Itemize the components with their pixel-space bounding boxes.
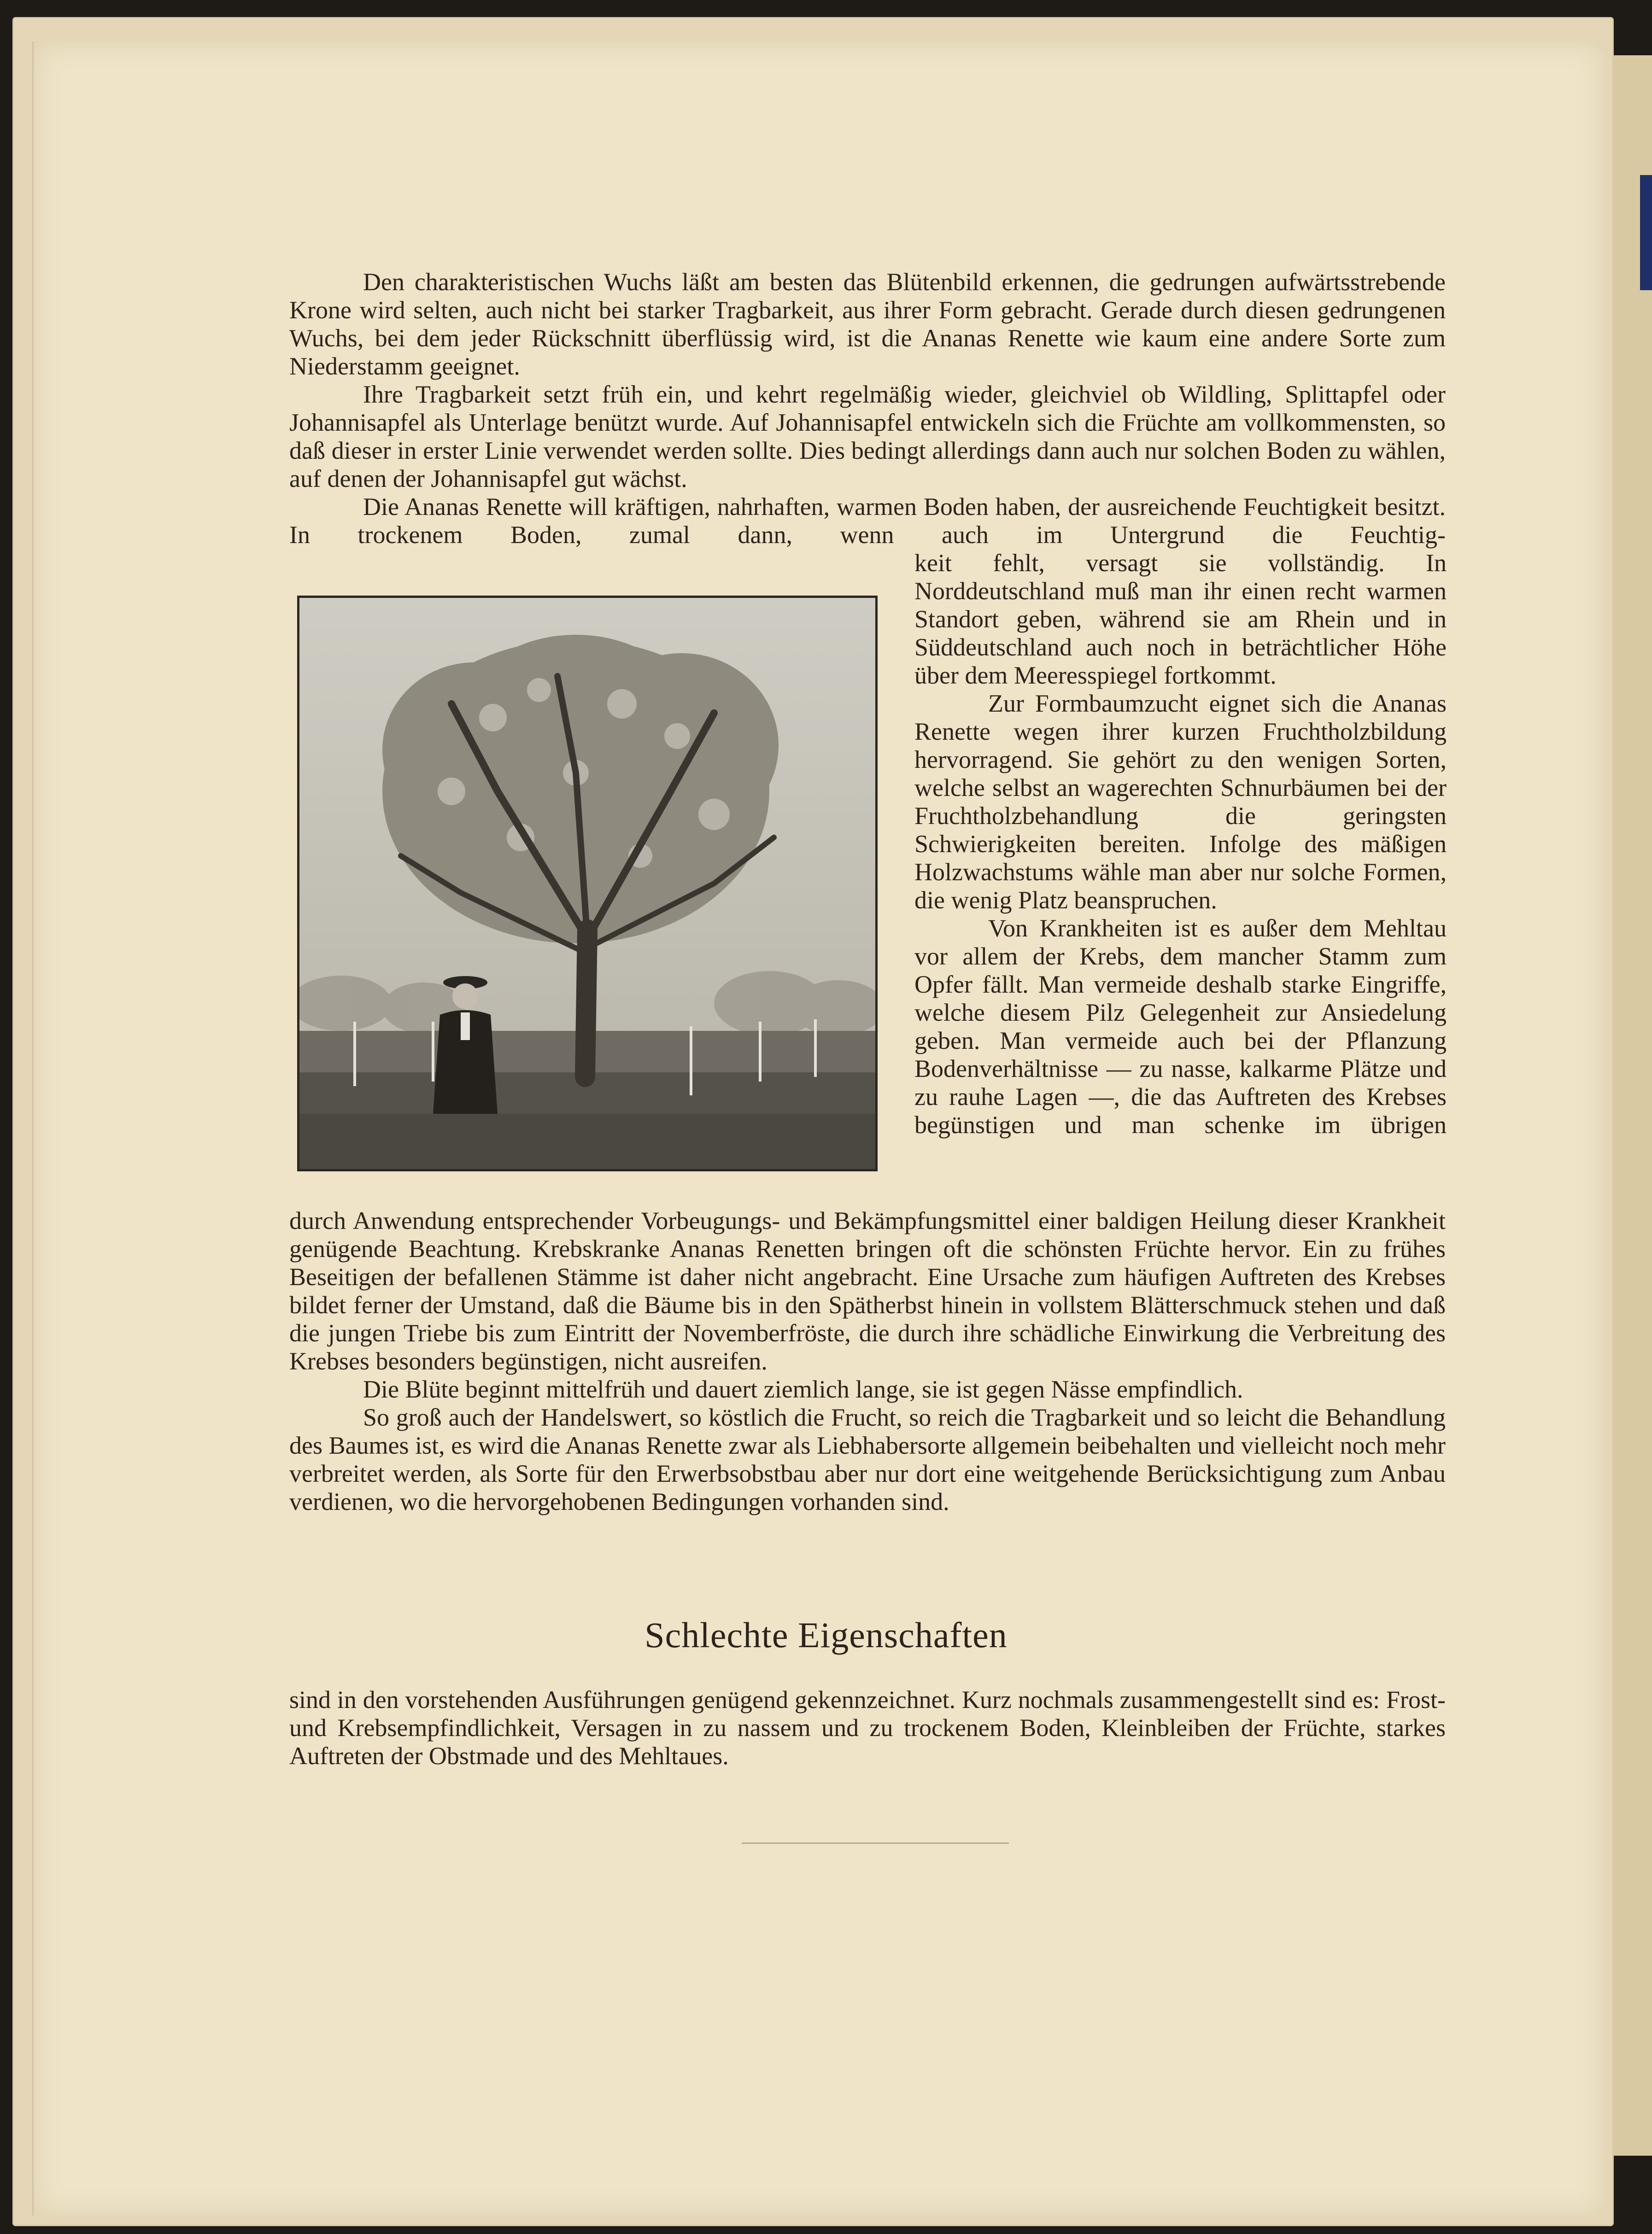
text-block-top <box>289 268 1446 549</box>
adjacent-page-edge <box>1612 55 1652 2156</box>
paragraph-diseases: Von Krankheiten ist es außer dem Mehltau vor allem der Krebs, dem mancher Stamm zum Opfer fällt. Man vermeide deshalb starke Eingriffe, welche diesem Pilz Gelegenheit zur Ansiedelung geben. Man vermeide auch bei der Pflanzung Bodenverhältnisse — zu nasse, kalkarme Plätze und zu rauhe Lagen —, die das Auftreten des Krebses begünstigen und man schenke im übrigen <box>914 914 1447 1139</box>
paragraph-bad-traits: sind in den vorstehenden Ausführungen genügend gekennzeichnet. Kurz nochmals zusammengestellt sind es: Frost- und Krebsempfindlichkeit, Versagen in zu nassem und zu trockenem Boden, Kleinbleiben der Früchte, starkes Auftreten der Obstmade und des Mehltaues. <box>289 1686 1446 1770</box>
paragraph-bloom: Die Blüte beginnt mittelfrüh und dauert ziemlich lange, sie ist gegen Nässe empfindlich. <box>363 1375 1243 1403</box>
closing-divider <box>742 1842 1009 1844</box>
paragraph-growth: Den charakteristischen Wuchs läßt am besten das Blütenbild erkennen, die gedrungen aufwärtsstrebende Krone wird selten, auch nicht bei starker Tragbarkeit, aus ihrer Form gebracht. Gerade durch diesen gedrungenen Wuchs, bei dem jeder Rückschnitt überflüssig wird, ist die Ananas Renette wie kaum eine andere Sorte zum Niederstamm geeignet. <box>289 268 1446 380</box>
paragraph-yield: Ihre Tragbarkeit setzt früh ein, und kehrt regelmäßig wieder, gleichviel ob Wildling, Splittapfel oder Johannisapfel als Unterlage benützt wurde. Auf Johannisapfel entwickeln sich die Früchte am vollkommensten, so daß dieser in erster Linie verwendet werden sollte. Dies bedingt allerdings dann auch nur solchen Boden zu wählen, auf denen der Johannisapfel gut wächst. <box>289 380 1446 492</box>
text-block-closing <box>289 1686 1446 1770</box>
paragraph-espalier: Zur Formbaumzucht eignet sich die Ananas Renette wegen ihrer kurzen Fruchtholzbildung hervorragend. Sie gehört zu den wenigen Sorten, welche selbst an wagerechten Schnurbäumen bei der Fruchtholzbehandlung die geringsten Schwierigkeiten bereiten. Infolge des mäßigen Holzwachstums wähle man aber nur solche Formen, die wenig Platz beanspruchen. <box>914 690 1447 914</box>
section-heading: Schlechte Eigenschaften <box>644 1615 1008 1655</box>
tree-photo-illustration <box>299 598 875 1169</box>
paragraph-soil: Die Ananas Renette will kräftigen, nahrhaften, warmen Boden haben, der ausreichende Feuchtigkeit besitzt. In trockenem Boden, zumal dann, wenn auch im Untergrund die Feuchtig- <box>289 493 1446 549</box>
blue-tab-marker <box>1640 175 1652 290</box>
tree-photograph <box>297 596 878 1171</box>
text-block-bottom <box>289 1207 1446 1516</box>
paragraph-soil-continued: keit fehlt, versagt sie vollständig. In Norddeutschland muß man ihr einen recht warmen Standort geben, während sie am Rhein und in Süddeutschland auch noch in beträchtlicher Höhe über dem Meeresspiegel fortkommt. <box>914 549 1447 689</box>
paragraph-commercial-value: So groß auch der Handelswert, so köstlich die Frucht, so reich die Tragbarkeit und so leicht die Behandlung des Baumes ist, es wird die Ananas Renette zwar als Liebhabersorte allgemein beibehalten und vielleicht noch mehr verbreitet werden, als Sorte für den Erwerbsobstbau aber nur dort eine weitgehende Berücksichtigung zum Anbau verdienen, wo die hervorgehobenen Bedingungen vorhanden sind. <box>289 1404 1446 1515</box>
paragraph-diseases-continued: durch Anwendung entsprechender Vorbeugungs- und Bekämpfungsmittel einer baldigen Heilung dieser Krankheit genügende Beachtung. Krebskranke Ananas Renetten bringen oft die schönsten Früchte hervor. Ein zu frühes Beseitigen der befallenen Stämme ist daher nicht angebracht. Eine Ursache zum häufigen Auftreten des Krebses bildet ferner der Umstand, daß die Bäume bis in den Spätherbst hinein in vollstem Blätterschmuck stehen und daß die jungen Triebe bis zum Eintritt der Novemberfröste, die durch ihre schädliche Einwirkung die Verbreitung des Krebses besonders begünstigen, nicht ausreifen. <box>289 1207 1446 1375</box>
text-block-right-column <box>914 549 1447 1139</box>
